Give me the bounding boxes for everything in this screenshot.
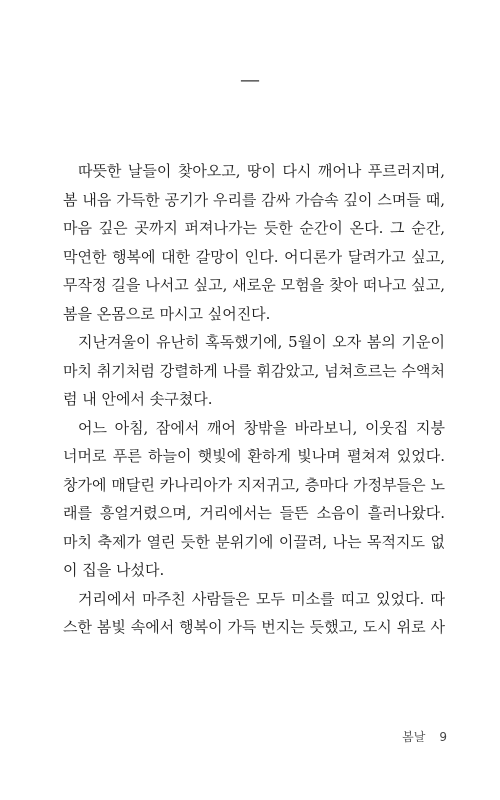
text-line: 스한 봄빛 속에서 행복이 가득 번지는 듯했고, 도시 위로 사: [63, 618, 445, 636]
text-line: 마치 취기처럼 강렬하게 나를 휘감았고, 넘쳐흐르는 수액처: [63, 361, 445, 380]
text-line: 막연한 행복에 대한 갈망이 인다. 어디론가 달려가고 싶고,: [63, 247, 445, 266]
page-number: 9: [439, 730, 447, 744]
text-line: 거리에서 마주친 사람들은 모두 미소를 띠고 있었다. 따: [78, 589, 445, 608]
text-line: 무작정 길을 나서고 싶고, 새로운 모험을 찾아 떠나고 싶고,: [63, 276, 445, 294]
text-line: 마음 깊은 곳까지 퍼져나가는 듯한 순간이 온다. 그 순간,: [63, 219, 445, 237]
page-footer: [0, 728, 447, 745]
text-line: 창가에 매달린 카나리아가 지저귀고, 층마다 가정부들은 노: [63, 475, 445, 494]
text-line: 봄 내음 가득한 공기가 우리를 감싸 가슴속 깊이 스며들 때,: [63, 190, 445, 209]
chapter-dash-ornament: —: [240, 67, 260, 91]
text-line: 마치 축제가 열린 듯한 분위기에 이끌려, 나는 목적지도 없: [63, 532, 445, 551]
text-line: 따뜻한 날들이 찾아오고, 땅이 다시 깨어나 푸르러지며,: [78, 162, 445, 180]
text-line: 봄을 온몸으로 마시고 싶어진다.: [63, 304, 271, 323]
text-line: 지난겨울이 유난히 혹독했기에, 5월이 오자 봄의 기운이: [78, 333, 445, 351]
text-line: 래를 흥얼거렸으며, 거리에서는 들뜬 소음이 흘러나왔다.: [63, 504, 445, 522]
text-line: 어느 아침, 잠에서 깨어 창밖을 바라보니, 이웃집 지붕: [78, 418, 445, 437]
text-line: 너머로 푸른 하늘이 햇빛에 환하게 빛나며 펼쳐져 있었다.: [63, 447, 445, 465]
body-text: [63, 157, 445, 642]
text-line: 이 집을 나섰다.: [63, 561, 165, 579]
running-chapter-title: 봄날: [402, 730, 426, 744]
text-line: 럼 내 안에서 솟구쳤다.: [63, 390, 213, 408]
